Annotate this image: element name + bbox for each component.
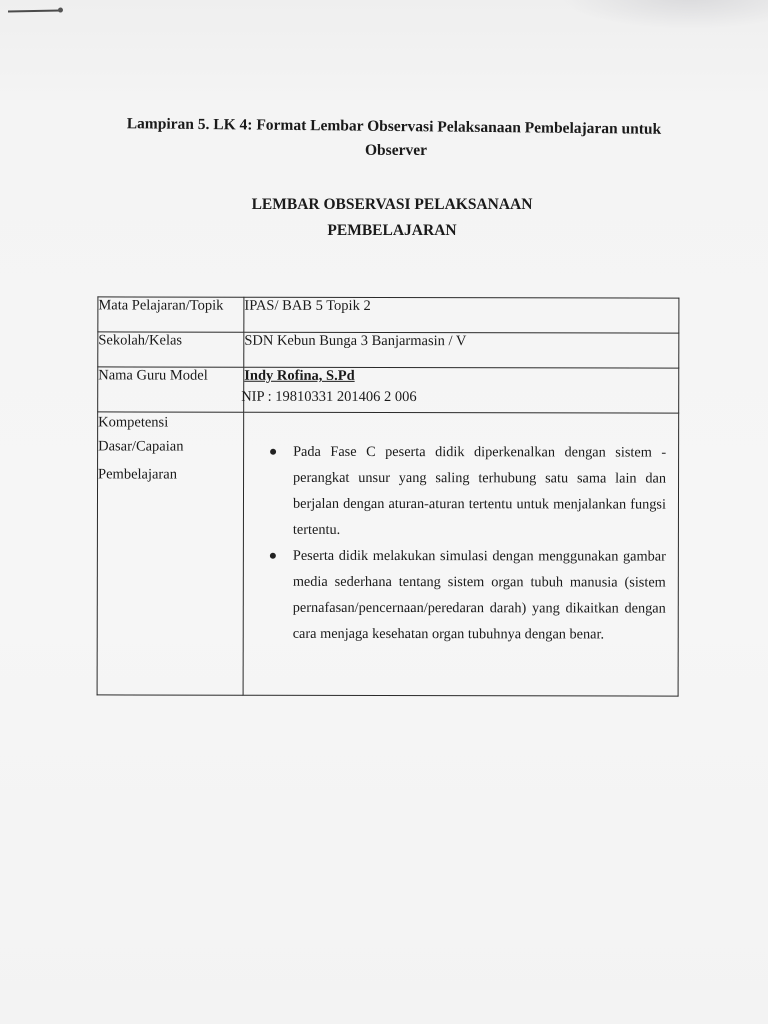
teacher-cell (241, 367, 679, 413)
page-shadow (560, 0, 768, 30)
observation-table (97, 296, 680, 696)
subtitle-line-1: LEMBAR OBSERVASI PELAKSANAAN (251, 196, 533, 213)
subject-value: IPAS/ BAB 5 Topik 2 (244, 297, 679, 333)
subtitle-line-2: PEMBELAJARAN (327, 222, 457, 239)
title-line-2: Observer (365, 142, 427, 159)
pen-mark (8, 10, 60, 13)
competency-point: Pada Fase C peserta didik diperkenalkan dengan sistem - perangkat unsur yang saling terhubung satu sama lain dan berjalan dengan aturan-aturan tertentu untuk menjalankan fungsi tertentu. (292, 443, 667, 538)
competency-label-line: Kompetensi (98, 414, 169, 431)
subject-label: Mata Pelajaran/Topik (98, 297, 244, 332)
competency-point: Peserta didik melakukan simulasi dengan menggunakan gambar media sederhana tentang sistem organ tubuh manusia (sistem pernafasan/pencernaan/peredaran darah) yang dikaitkan dengan cara menjaga kesehatan organ tubuhnya dengan benar. (292, 547, 666, 643)
competency-list (268, 439, 666, 648)
competency-cell (243, 412, 679, 696)
school-label: Sekolah/Kelas (98, 332, 244, 367)
title-line-1: Lampiran 5. LK 4: Format Lembar Observasi Pelaksanaan Pembelajaran untuk (126, 115, 662, 138)
list-item (268, 543, 666, 648)
bullet-icon (270, 553, 276, 559)
competency-label-line: Dasar/Capaian (98, 438, 184, 455)
teacher-label: Nama Guru Model (98, 367, 244, 412)
teacher-nip: NIP : 19810331 201406 2 006 (241, 388, 417, 406)
competency-label (97, 412, 244, 695)
competency-label-line: Pembelajaran (98, 466, 177, 483)
bullet-icon (270, 449, 276, 455)
table-row (98, 297, 679, 333)
table-row (98, 332, 679, 368)
table-row (97, 412, 679, 696)
teacher-name: Indy Rofina, S.Pd (244, 367, 355, 384)
table-row (98, 367, 679, 413)
school-value: SDN Kebun Bunga 3 Banjarmasin / V (244, 332, 679, 368)
list-item (268, 439, 666, 544)
